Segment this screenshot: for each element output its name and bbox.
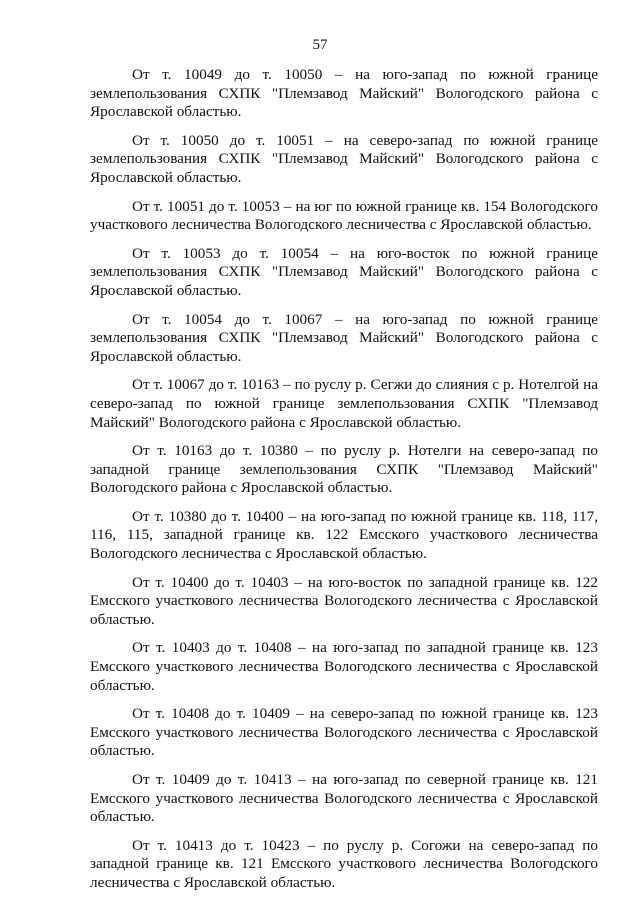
paragraph: От т. 10409 до т. 10413 – на юго-запад по северной границе кв. 121 Емсского участкового лесничества Вологодского лесничества с Ярославской областью. bbox=[90, 771, 598, 826]
paragraph: От т. 10413 до т. 10423 – по руслу р. Согожи на северо-запад по западной границе кв. 121 Емсского участкового лесничества Вологодского лесничества с Ярославской областью. bbox=[90, 836, 598, 891]
paragraph: От т. 10400 до т. 10403 – на юго-восток по западной границе кв. 122 Емсского участкового лесничества Вологодского лесничества с Ярославской областью. bbox=[90, 573, 598, 628]
page-number: 57 bbox=[312, 37, 328, 53]
paragraph: От т. 10049 до т. 10050 – на юго-запад по южной границе землепользования СХПК "Племзавод Майский" Вологодского района с Ярославской областью. bbox=[90, 66, 598, 121]
paragraph: От т. 10053 до т. 10054 – на юго-восток по южной границе землепользования СХПК "Племзавод Майский" Вологодского района с Ярославской областью. bbox=[90, 244, 598, 299]
paragraph: От т. 10054 до т. 10067 – на юго-запад по южной границе землепользования СХПК "Племзавод Майский" Вологодского района с Ярославской областью. bbox=[90, 310, 598, 365]
paragraph: От т. 10408 до т. 10409 – на северо-запад по южной границе кв. 123 Емсского участкового лесничества Вологодского лесничества с Ярославской областью. bbox=[90, 705, 598, 760]
paragraph: От т. 10050 до т. 10051 – на северо-запад по южной границе землепользования СХПК "Племзавод Майский" Вологодского района с Ярославской областью. bbox=[90, 131, 598, 186]
paragraph: От т. 10163 до т. 10380 – по руслу р. Нотелги на северо-запад по западной границе землепользования СХПК "Племзавод Майский" Вологодского района с Ярославской областью. bbox=[90, 442, 598, 497]
document-body bbox=[90, 66, 598, 903]
paragraph: От т. 10403 до т. 10408 – на юго-запад по западной границе кв. 123 Емсского участкового лесничества Вологодского лесничества с Ярославской областью. bbox=[90, 639, 598, 694]
paragraph: От т. 10380 до т. 10400 – на юго-запад по южной границе кв. 118, 117, 116, 115, западной границе кв. 122 Емсского участкового лесничества Вологодского лесничества с Ярославской областью. bbox=[90, 507, 598, 563]
paragraph: От т. 10051 до т. 10053 – на юг по южной границе кв. 154 Вологодского участкового лесничества Вологодского лесничества с Ярославской областью. bbox=[90, 197, 598, 234]
paragraph: От т. 10067 до т. 10163 – по руслу р. Сегжи до слияния с р. Нотелгой на северо-запад по южной границе землепользования СХПК "Племзавод Майский" Вологодского района с Ярославской областью. bbox=[90, 376, 598, 431]
